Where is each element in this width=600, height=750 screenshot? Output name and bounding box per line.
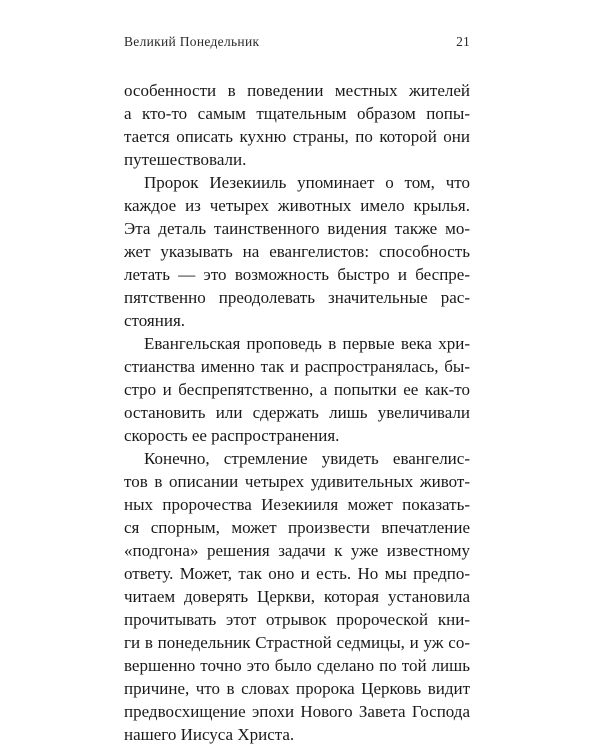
text-line: вершенно точно это было сделано по той лишь — [124, 656, 470, 675]
text-line: тается описать кухню страны, по которой они — [124, 127, 470, 146]
text-line: путешествовали. — [124, 150, 247, 169]
chapter-title: Великий Понедельник — [124, 34, 260, 49]
page-number: 21 — [456, 34, 470, 49]
paragraph — [124, 79, 470, 171]
text-line: Эта деталь таинственного видения также мо- — [124, 219, 470, 238]
text-line: нашего Иисуса Христа. — [124, 725, 295, 744]
text-line: стояния. — [124, 311, 186, 330]
text-line: летать — это возможность быстро и беспре- — [124, 265, 470, 284]
text-line: особенности в поведении местных жителей — [124, 81, 470, 100]
text-line: ся спорным, может произвести впечатление — [124, 518, 470, 537]
text-line: пятственно преодолевать значительные рас- — [124, 288, 470, 307]
paragraph — [124, 171, 470, 332]
body-text — [124, 79, 470, 746]
text-line: стро и беспрепятственно, а попытки ее как-то — [124, 380, 470, 399]
running-header — [124, 34, 470, 52]
text-line: тов в описании четырех удивительных живот- — [124, 472, 470, 491]
text-line: Евангельская проповедь в первые века хри- — [144, 334, 470, 353]
text-line: ответу. Может, так оно и есть. Но мы предпо- — [124, 564, 470, 583]
text-line: стианства именно так и распространялась, бы- — [124, 357, 470, 376]
text-line: каждое из четырех животных имело крылья. — [124, 196, 470, 215]
text-line: ных пророчества Иезекииля может показать- — [124, 495, 470, 514]
text-line: а кто-то самым тщательным образом попы- — [124, 104, 470, 123]
text-line: скорость ее распространения. — [124, 426, 340, 445]
text-line: читаем доверять Церкви, которая установила — [124, 587, 470, 606]
text-line: Конечно, стремление увидеть евангелис- — [144, 449, 470, 468]
text-line: ги в понедельник Страстной седмицы, и уж со- — [124, 633, 470, 652]
paragraph — [124, 447, 470, 746]
text-line: Пророк Иезекииль упоминает о том, что — [144, 173, 470, 192]
text-line: причине, что в словах пророка Церковь видит — [124, 679, 470, 698]
text-line: остановить или сдержать лишь увеличивали — [124, 403, 470, 422]
paragraph — [124, 332, 470, 447]
text-line: «подгона» решения задачи к уже известному — [124, 541, 470, 560]
text-line: предвосхищение эпохи Нового Завета Господа — [124, 702, 470, 721]
text-line: жет указывать на евангелистов: способность — [124, 242, 470, 261]
text-line: прочитывать этот отрывок пророческой кни- — [124, 610, 470, 629]
